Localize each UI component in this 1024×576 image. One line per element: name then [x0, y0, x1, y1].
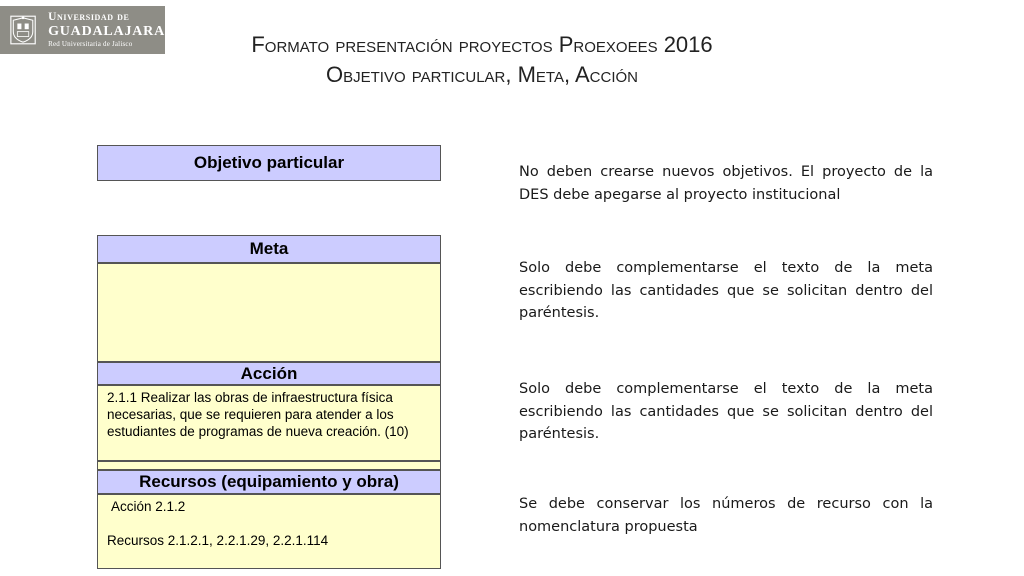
note-objetivo: No deben crearse nuevos objetivos. El proyecto de la DES debe apegarse al proyecto institucional: [519, 164, 933, 203]
note-recursos: Se debe conservar los números de recurso con la nomenclatura propuesta: [519, 496, 933, 535]
logo-line-2: GUADALAJARA: [48, 23, 165, 39]
objetivo-header: Objetivo particular: [97, 145, 441, 181]
note-meta: Solo debe complementarse el texto de la meta escribiendo las cantidades que se solicitan dentro del paréntesis.: [519, 260, 933, 321]
meta-header: Meta: [97, 235, 441, 263]
university-logo: [0, 6, 165, 54]
logo-line-1: Universidad de: [48, 11, 130, 24]
recursos-accion-line: Acción 2.1.2: [111, 499, 186, 514]
recursos-list-line: Recursos 2.1.2.1, 2.2.1.29, 2.2.1.114: [107, 533, 329, 548]
accion-cell: [97, 385, 441, 461]
logo-line-3: Red Universitaria de Jalisco: [48, 39, 133, 48]
note-accion: Solo debe complementarse el texto de la meta escribiendo las cantidades que se solicitan dentro del paréntesis.: [519, 381, 933, 442]
slide-title-line-1: Formato presentación proyectos Proexoees 2016: [251, 32, 713, 57]
accion-text: 2.1.1 Realizar las obras de infraestructura física necesarias, que se requieren para atender a los estudiantes de programas de nueva creación. (10): [107, 390, 409, 439]
accion-spacer-cell: [97, 461, 441, 470]
accion-header: Acción: [97, 362, 441, 385]
recursos-header: Recursos (equipamiento y obra): [97, 470, 441, 494]
recursos-cell: [97, 494, 441, 569]
meta-cell: [97, 263, 441, 362]
slide-title-line-2: Objetivo particular, Meta, Acción: [326, 62, 638, 87]
seal-icon: [6, 10, 40, 50]
